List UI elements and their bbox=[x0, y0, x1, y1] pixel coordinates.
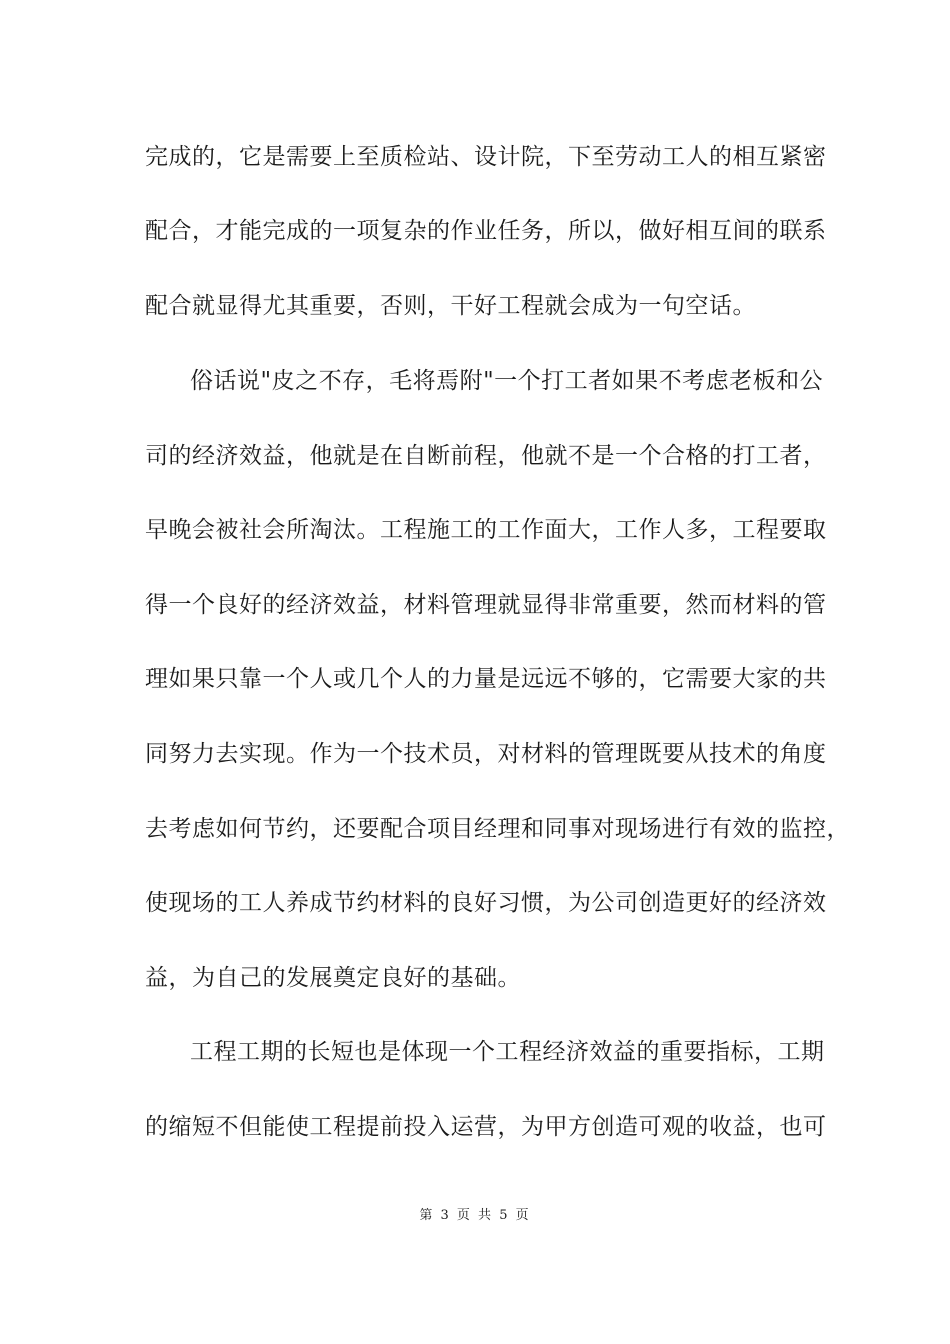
text-line: 去考虑如何节约，还要配合项目经理和同事对现场进行有效的监控， bbox=[145, 816, 850, 842]
text-line: 益，为自己的发展奠定良好的基础。 bbox=[145, 965, 521, 991]
text-line: 的缩短不但能使工程提前投入运营，为甲方创造可观的收益，也可 bbox=[145, 1114, 827, 1140]
text-line: 得一个良好的经济效益，材料管理就显得非常重要，然而材料的管 bbox=[145, 592, 827, 618]
text-line: 工程工期的长短也是体现一个工程经济效益的重要指标，工期 bbox=[190, 1039, 825, 1065]
text-line: 俗话说"皮之不存，毛将焉附"一个打工者如果不考虑老板和公 bbox=[190, 368, 824, 394]
text-line: 同努力去实现。作为一个技术员，对材料的管理既要从技术的角度 bbox=[145, 741, 827, 767]
page-number-footer: 第 3 页 共 5 页 bbox=[419, 1208, 531, 1223]
text-line: 司的经济效益，他就是在自断前程，他就不是一个合格的打工者， bbox=[145, 443, 827, 469]
text-line: 使现场的工人养成节约材料的良好习惯，为公司创造更好的经济效 bbox=[145, 890, 827, 916]
text-line: 配合就显得尤其重要，否则，干好工程就会成为一句空话。 bbox=[145, 293, 756, 319]
text-line: 配合，才能完成的一项复杂的作业任务，所以，做好相互间的联系 bbox=[145, 218, 827, 244]
text-line: 完成的，它是需要上至质检站、设计院，下至劳动工人的相互紧密 bbox=[145, 144, 827, 170]
text-line: 理如果只靠一个人或几个人的力量是远远不够的，它需要大家的共 bbox=[145, 666, 827, 692]
text-line: 早晚会被社会所淘汰。工程施工的工作面大，工作人多，工程要取 bbox=[145, 517, 827, 543]
